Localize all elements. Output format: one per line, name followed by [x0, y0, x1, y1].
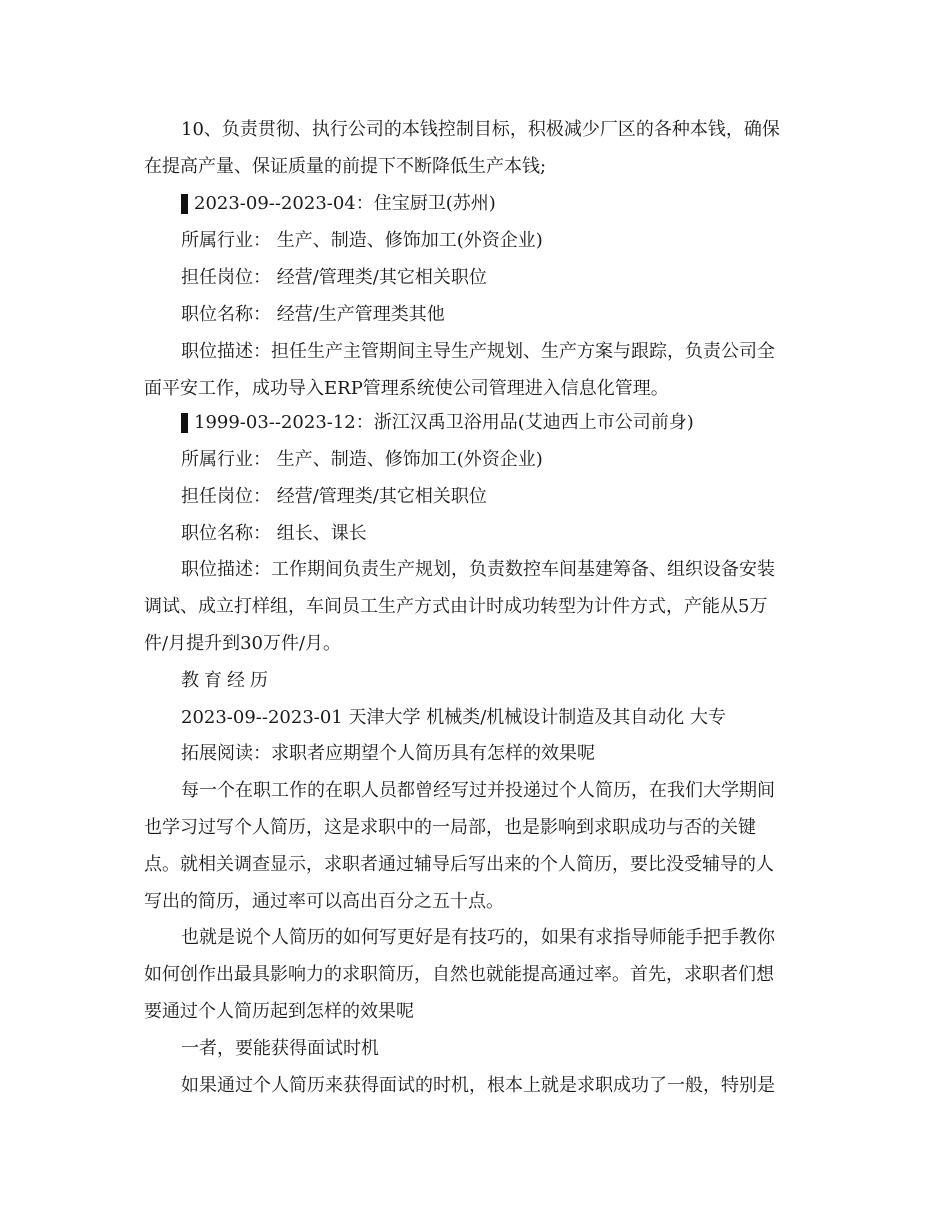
extended-reading-title: 拓展阅读：求职者应期望个人简历具有怎样的效果呢	[181, 743, 595, 764]
education-entry: 2023-09--2023-01 天津大学 机械类/机械设计制造及其自动化 大专	[181, 707, 726, 728]
job-1-header	[181, 191, 496, 217]
education-heading: 教育经历	[181, 670, 273, 691]
job-1-header-text: 2023-09--2023-04：住宝厨卫(苏州)	[194, 193, 496, 214]
job-2-header-text: 1999-03--2023-12：浙江汉禹卫浴用品(艾迪西上市公司前身)	[194, 412, 694, 433]
job-2-industry: 所属行业： 生产、制造、修饰加工(外资企业)	[181, 449, 543, 470]
paragraph-line: 写出的简历，通过率可以高出百分之五十点。	[144, 891, 504, 912]
job-2-post: 担任岗位： 经营/管理类/其它相关职位	[181, 486, 487, 507]
job-2-desc-line-3: 件/月提升到30万件/月。	[144, 633, 342, 654]
paragraph-line: 如何创作出最具影响力的求职简历，自然也就能提高通过率。首先，求职者们想	[144, 964, 774, 985]
paragraph-line: 也学习过写个人简历，这是求职中的一局部，也是影响到求职成功与否的关键	[144, 817, 756, 838]
point-heading: 一者，要能获得面试时机	[181, 1038, 379, 1059]
section-marker-icon	[181, 413, 188, 433]
job-2-desc-line-2: 调试、成立打样组，车间员工生产方式由计时成功转型为计件方式，产能从5万	[144, 596, 768, 617]
paragraph-line: 每一个在职工作的在职人员都曾经写过并投递过个人简历，在我们大学期间	[181, 780, 775, 801]
job-2-title: 职位名称： 组长、课长	[181, 523, 367, 544]
job-2-desc-line-1: 职位描述：工作期间负责生产规划，负责数控车间基建筹备、组织设备安装	[181, 559, 775, 580]
paragraph-10-line-2: 在提高产量、保证质量的前提下不断降低生产本钱;	[144, 156, 547, 177]
job-1-desc-line-2: 面平安工作，成功导入ERP管理系统使公司管理进入信息化管理。	[144, 378, 669, 399]
paragraph-line: 点。就相关调查显示，求职者通过辅导后写出来的个人简历，要比没受辅导的人	[144, 854, 774, 875]
paragraph-line: 要通过个人简历起到怎样的效果呢	[144, 1001, 414, 1022]
paragraph-10-line-1: 10、负责贯彻、执行公司的本钱控制目标，积极减少厂区的各种本钱，确保	[181, 119, 780, 140]
job-1-desc-line-1: 职位描述：担任生产主管期间主导生产规划、生产方案与跟踪，负责公司全	[181, 341, 775, 362]
job-2-header	[181, 410, 694, 436]
section-marker-icon	[181, 194, 188, 214]
paragraph-line: 也就是说个人简历的如何写更好是有技巧的，如果有求指导师能手把手教你	[181, 927, 775, 948]
job-1-industry: 所属行业： 生产、制造、修饰加工(外资企业)	[181, 230, 543, 251]
paragraph-line: 如果通过个人简历来获得面试的时机，根本上就是求职成功了一般，特别是	[181, 1075, 775, 1096]
job-1-title: 职位名称： 经营/生产管理类其他	[181, 304, 445, 325]
job-1-post: 担任岗位： 经营/管理类/其它相关职位	[181, 267, 487, 288]
